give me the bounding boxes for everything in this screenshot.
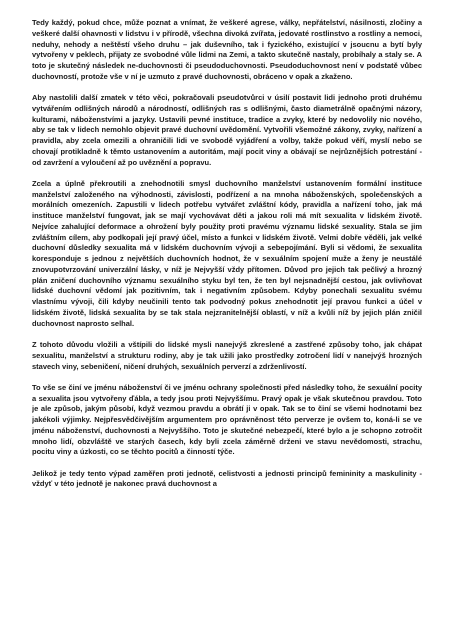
- paragraph-6: Jelikož je tedy tento výpad zaměřen proti jednotě, celistvosti a jednosti principů femininity a maskulinity - vždyť v této jednotě je nakonec pravá duchovnost a: [32, 468, 422, 489]
- paragraph-2: Aby nastolili další zmatek v této věci, pokračovali pseudotvůrci v úsilí postavit lidi jednoho proti druhému vytvářením odlišných národů a národností, odlišných ras s odlišnými, často diametrálně opačnými názory, kulturami, náboženstvími a jazyky. Ustavili pevné instituce, tradice a zvyky, které by nedovolily nic nového, aby se tak v lidech nemohlo objevit pravé duchovní uvědomění. Vytvořili všemožné zákony, zvyky, nařízení a pravidla, aby zcela omezili a ohraničili lidi ve svobodě vyjádření a volby, takže pokud věří, myslí nebo se chovají protikladně k těmto ustanovením a autoritám, mají pocit viny a obávají se nejrůznějších potrestání - od zavržení a vyloučení až po uvěznění a popravu.: [32, 93, 422, 167]
- paragraph-1: Tedy každý, pokud chce, může poznat a vnímat, že veškeré agrese, války, nepřátelství, násilnosti, zločiny a veškeré další ohavnosti v lidstvu i v přírodě, všechna divoká zvířata, jedovaté rostlinstvo a rostliny a nemoci, neduhy, nehody a neštěstí všeho druhu – jak duševního, tak i fyzického, existující v jsoucnu a bytí byly vytvořeny v peklech, přijaty ze svobodné vůle lidmi na Zemi, a takto skutečně nastaly, probíhaly a staly se. A toto je skutečný následek ne-duchovnosti či pseudoduchovnosti. Pseudoduchovnost není v podstatě vůbec duchovností, protože vše v ní je uzmuto z pravé duchovnosti, obráceno v opak a zkaženo.: [32, 18, 422, 81]
- paragraph-5: To vše se činí ve jménu náboženství či ve jménu ochrany společnosti před následky toho, že sexuální pocity a sexualita jsou vytvořeny ďábla, a tedy jsou proti Nejvyššímu. Pravý opak je však skutečnou pravdou. Toto je ale způsob, jakým působí, když vezmou pravdu a obrátí ji v opak. Tak se to činí se všemi hodnotami bez jakékoli výjimky. Nejpřesvědčivějším argumentem pro oprávněnost této perverze je ovšem to, koná-li se ve jménu náboženství, duchovnosti a Nejvyššího. Toto je skutečné nebezpečí, které bylo a je schopno zotročit mnoho lidí, obzvláště ve starých časech, kdy byli zcela záměrně drženi ve stavu nevědomosti, strachu, pocitu viny a úzkosti, co se těchto pocitů a činností týče.: [32, 382, 422, 457]
- document-page: [32, 18, 422, 630]
- paragraph-4: Z tohoto důvodu vložili a vštípili do lidské mysli nanejvýš zkreslené a zastřené způsoby toho, jak chápat sexualitu, manželství a strukturu rodiny, aby je tak užili jako prostředky zotročení lidí v nanejvýš hrozných stavech viny, sebeničení, ničení druhých, sexuálních perverzí a zdrženlivostí.: [32, 340, 422, 371]
- paragraph-3: Zcela a úplně překroutili a znehodnotili smysl duchovního manželství ustanovením formální instituce manželství založeného na výhodnosti, závislosti, podřízení a na mnoha náboženských, společenských a morálních omezeních. Zapustili v lidech potřebu vytvářet zvláštní kódy, pravidla a nařízení toho, jak má instituce manželství fungovat, jak se mají vychovávat děti a jakou roli má mít sexualita v lidském životě. Nejvíce zahalující deformace a ohrožení byly použity proti pravému významu lidské sexuality. Stala se jim zvláštním cílem, aby podkopali její pravý účel, místo a funkci v lidském životě. Velmi dobře věděli, jak velké duchovní důsledky sexualita má v lidském duchovním vývoji a sebepojímání. Byli si vědomi, že sexualita koresponduje s jednou z největších duchovních hodnot, že v sexuálním spojení muže a ženy je neustálé znovupotvrzování univerzální lásky, v níž je Nejvyšší vždy přítomen. Důvod pro jejich tak pečlivý a hrozný plán zničení duchovního významu sexuálního styku byl ten, že ten byl nejsnadnější cestou, jak ovlivňovat lidské duchovní vědomí jak pozitivním, tak i negativním způsobem. Kdyby ponechali sexualitu svému vlastnímu vývoji, čili kdyby neučinili tento tak podvodný pokus znehodnotit její pravou funkci a účel v lidském životě, lidská sexualita by se tak stala nejzranitelnější oblastí, v níž a kvůli níž by jejich plán zničil duchovnost naprosto selhal.: [32, 178, 422, 328]
